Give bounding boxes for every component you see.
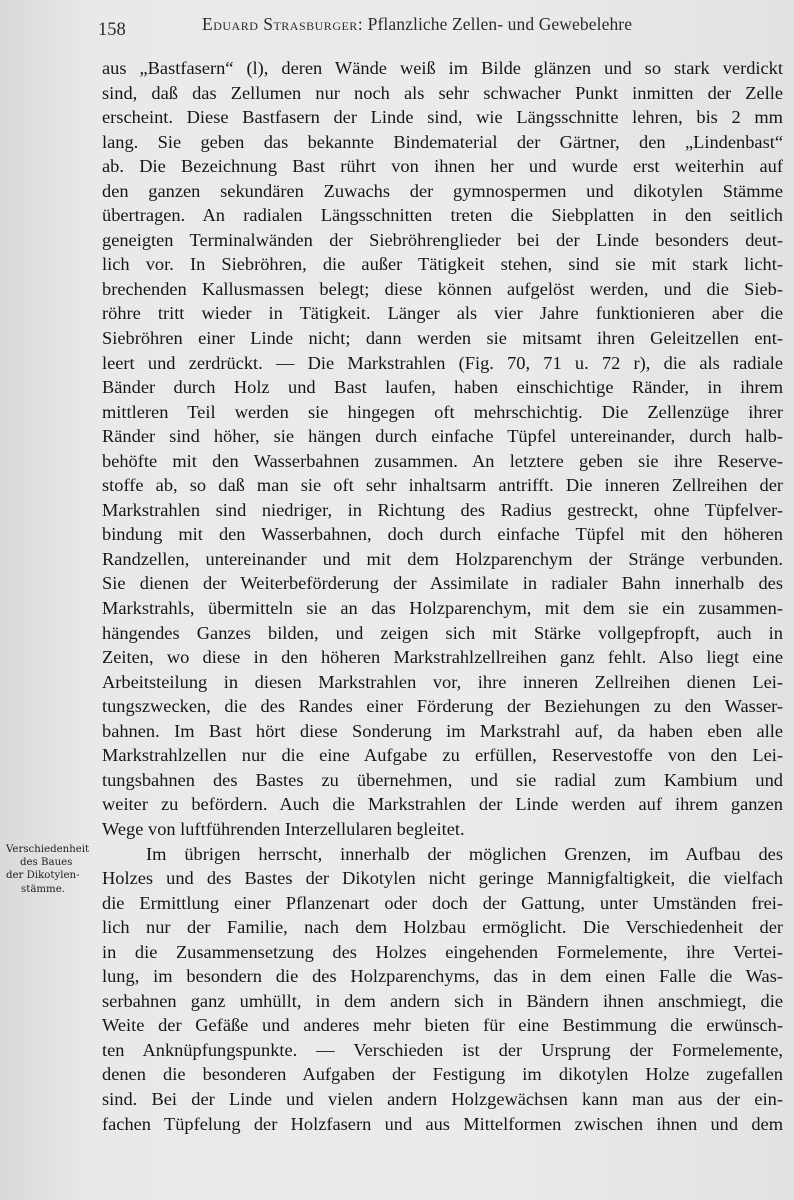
text-line: Arbeitsteilung in diesen Markstrahlen vor, ihre inneren Zellreihen dienen Lei-	[102, 671, 783, 692]
text-line: aus „Bastfasern“ (l), deren Wände weiß im Bilde glänzen und so stark verdickt	[102, 58, 783, 78]
text-line: den ganzen sekundären Zuwachs der gymnospermen und dikotylen Stämme	[102, 180, 783, 201]
text-line: sind. Bei der Linde und vielen andern Holzgewächsen kann man aus der ein-	[102, 1088, 783, 1109]
text-line: lung, im besondern die des Holzparenchyms, das in dem einen Falle die Was-	[102, 966, 783, 987]
text-line: Holzes und des Bastes der Dikotylen nicht geringe Mannigfaltigkeit, die vielfach	[102, 868, 783, 889]
text-line: ten Anknüpfungspunkte. — Verschieden ist der Ursprung der Formelemente,	[102, 1039, 783, 1060]
text-line: Im übrigen herrscht, innerhalb der möglichen Grenzen, im Aufbau des	[146, 843, 783, 864]
text-line: brechenden Kallusmassen belegt; diese können aufgelöst werden, und die Sieb-	[102, 278, 783, 299]
text-line: tungszwecken, die des Randes einer Förderung der Beziehungen zu den Wasser-	[102, 696, 783, 717]
text-line: Sie dienen der Weiterbeförderung der Assimilate in radialer Bahn innerhalb des	[102, 573, 783, 594]
text-line: behöfte mit den Wasserbahnen zusammen. An letztere geben sie ihre Reserve-	[102, 450, 783, 471]
text-line: Randzellen, untereinander und mit dem Holzparenchym der Stränge verbunden.	[102, 548, 783, 569]
running-head	[98, 14, 778, 44]
running-head-author: Eduard Strasburger:	[202, 14, 364, 34]
text-line: leert und zerdrückt. — Die Markstrahlen (Fig. 70, 71 u. 72 r), die als radiale	[102, 352, 783, 373]
running-title	[202, 14, 632, 35]
page-number: 158	[98, 20, 126, 40]
margin-note-line: Verschiedenheit	[6, 844, 90, 855]
text-line: Wege von luftführenden Interzellularen begleitet.	[102, 818, 465, 839]
text-line: Zeiten, wo diese in den höheren Markstrahlzellreihen ganz fehlt. Also liegt eine	[102, 647, 783, 668]
text-line: weiter zu befördern. Auch die Markstrahlen der Linde werden auf ihrem ganzen	[102, 794, 783, 815]
margin-note-line: der Dikotylen-	[6, 870, 80, 882]
text-line: lich nur der Familie, nach dem Holzbau ermöglicht. Die Verschiedenheit der	[102, 917, 783, 938]
text-line: lich vor. In Siebröhren, die außer Tätigkeit stehen, sind sie mit stark licht-	[102, 254, 783, 275]
text-line: ab. Die Bezeichnung Bast rührt von ihnen her und wurde erst weiterhin auf	[102, 156, 783, 177]
text-line: lang. Sie geben das bekannte Bindematerial der Gärtner, den „Lindenbast“	[102, 131, 783, 152]
text-line: Markstrahlzellen nur die eine Aufgabe zu erfüllen, Reservestoffe von den Lei-	[102, 745, 783, 766]
text-line: stoffe ab, so daß man sie oft sehr inhaltsarm antrifft. Die inneren Zellreihen der	[102, 475, 783, 496]
text-line: Ränder sind höher, sie hängen durch einfache Tüpfel untereinander, durch halb-	[102, 426, 783, 447]
text-line: röhre tritt wieder in Tätigkeit. Länger als vier Jahre funktionieren aber die	[102, 303, 783, 324]
text-line: hängendes Ganzes bilden, und zeigen sich mit Stärke vollgepfropft, auch in	[102, 622, 783, 643]
text-line: geneigten Terminalwänden der Siebröhrenglieder bei der Linde besonders deut-	[102, 229, 783, 250]
text-line: übertragen. An radialen Längsschnitten treten die Siebplatten in den seitlich	[102, 205, 783, 226]
body-text	[102, 56, 783, 1136]
text-line: denen die besonderen Aufgaben der Festigung im dikotylen Holze zugefallen	[102, 1064, 783, 1085]
text-line: in die Zusammensetzung des Holzes eingehenden Formelemente, ihre Vertei-	[102, 941, 783, 962]
text-line: erscheint. Diese Bastfasern der Linde sind, wie Längsschnitte lehren, bis 2 mm	[102, 107, 783, 128]
text-line: Markstrahls, übermitteln sie an das Holzparenchym, mit dem sie ein zusammen-	[102, 598, 783, 619]
text-line: Weite der Gefäße und anderes mehr bieten für eine Bestimmung die erwünsch-	[102, 1015, 783, 1036]
text-line: serbahnen ganz umhüllt, in dem andern sich in Bändern ihnen anschmiegt, die	[102, 990, 783, 1011]
text-line: Markstrahlen sind niedriger, in Richtung des Radius gestreckt, ohne Tüpfelver-	[102, 499, 783, 520]
text-line: die Ermittlung einer Pflanzenart oder doch der Gattung, unter Umständen frei-	[102, 892, 783, 913]
text-line: sind, daß das Zellumen nur noch als sehr schwacher Punkt inmitten der Zelle	[102, 82, 783, 103]
margin-note	[4, 843, 100, 896]
text-line: Bänder durch Holz und Bast laufen, haben einschichtige Ränder, in ihrem	[102, 377, 783, 398]
margin-note-line: des Baues	[20, 857, 73, 869]
text-line: bahnen. Im Bast hört diese Sonderung im Markstrahl auf, da haben eben alle	[102, 720, 783, 741]
text-line: tungsbahnen des Bastes zu übernehmen, und sie radial zum Kambium und	[102, 769, 783, 790]
margin-note-line: stämme.	[21, 883, 65, 895]
text-line: Siebröhren einer Linde nicht; dann werden sie mitsamt ihren Geleitzellen ent-	[102, 328, 783, 349]
text-line: mittleren Teil werden sie hingegen oft mehrschichtig. Die Zellenzüge ihrer	[102, 401, 783, 422]
text-line: bindung mit den Wasserbahnen, doch durch einfache Tüpfel mit den höheren	[102, 524, 783, 545]
text-line: fachen Tüpfelung der Holzfasern und aus Mittelformen zwischen ihnen und dem	[102, 1113, 783, 1134]
running-head-title: Pflanzliche Zellen- und Gewebelehre	[367, 14, 633, 34]
